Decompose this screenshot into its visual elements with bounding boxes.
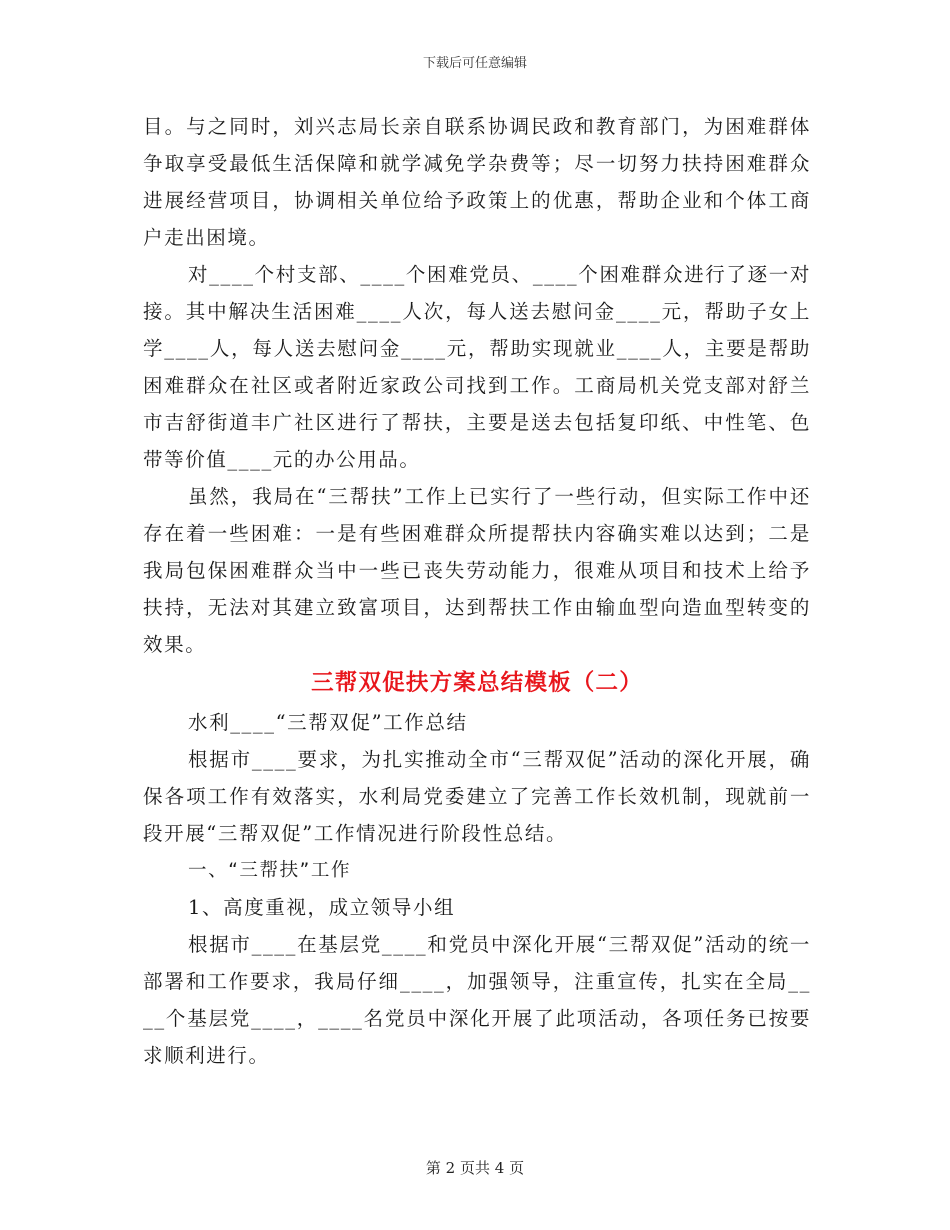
page-number: 第 2 页共 4 页	[425, 1159, 525, 1177]
paragraph-intro: 根据市____要求，为扎实推动全市“三帮双促”活动的深化开展，确保各项工作有效落实，水利局党委建立了完善工作长效机制，现就前一段开展“三帮双促”工作情况进行阶段性总结。	[143, 748, 811, 845]
document-subtitle: 水利____“三帮双促”工作总结	[188, 711, 468, 734]
paragraph-statistics: 对____个村支部、____个困难党员、____个困难群众进行了逐一对接。其中解决生活困难____人次，每人送去慰问金____元，帮助子女上学____人，每人送去慰问金____元，帮助实现就业____人，主要是帮助困难群众在社区或者附近家政公司找到工作。工商局机关党支部对舒兰市吉舒街道丰广社区进行了帮扶，主要是送去包括复印纸、中性笔、色带等价值____元的办公用品。	[143, 263, 811, 471]
paragraph-continuation: 目。与之同时，刘兴志局长亲自联系协调民政和教育部门，为困难群体争取享受最低生活保障和就学减免学杂费等；尽一切努力扶持困难群众进展经营项目，协调相关单位给予政策上的优惠，帮助企业和个体工商户走出困境。	[143, 115, 811, 249]
page-header-note: 下载后可任意编辑	[422, 56, 527, 71]
paragraph-difficulties: 虽然，我局在“三帮扶”工作上已实行了一些行动，但实际工作中还存在着一些困难：一是有些困难群众所提帮扶内容确实难以达到；二是我局包保困难群众当中一些已丧失劳动能力，很难从项目和技术上给予扶持，无法对其建立致富项目，达到帮扶工作由输血型向造血型转变的效果。	[143, 485, 811, 656]
section-heading: 三帮双促扶方案总结模板（二）	[311, 670, 643, 696]
subheading-three-help: 一、“三帮扶”工作	[188, 860, 352, 881]
document-body	[143, 108, 811, 1074]
paragraph-deployment: 根据市____在基层党____和党员中深化开展“三帮双促”活动的统一部署和工作要求，我局仔细____，加强领导，注重宣传，扎实在全局____个基层党____，____名党员中深化开展了此项活动，各项任务已按要求顺利进行。	[143, 933, 811, 1067]
subheading-leadership-group: 1、高度重视，成立领导小组	[188, 896, 456, 919]
